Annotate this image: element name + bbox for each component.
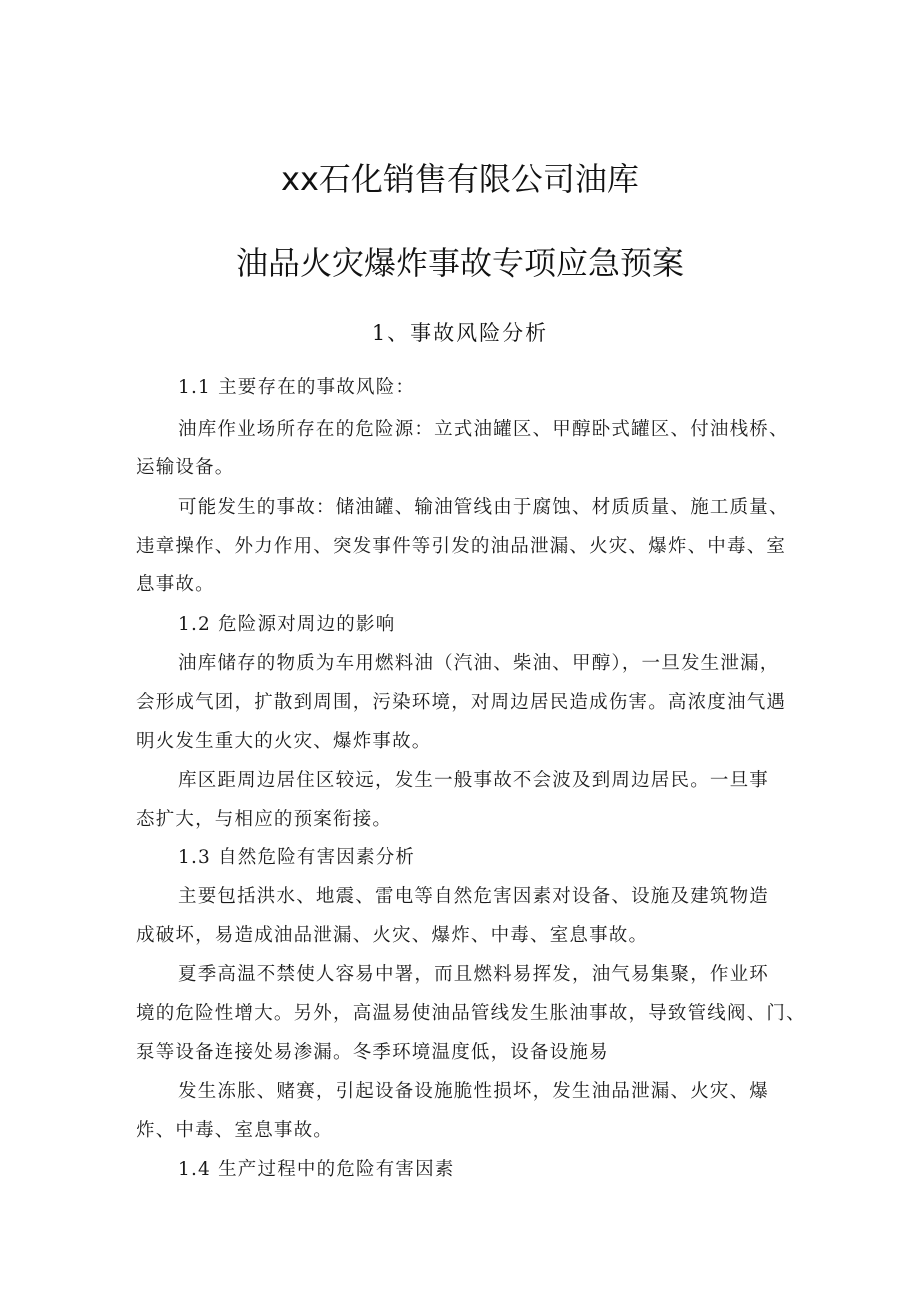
paragraph-line: 运输设备。 [136,457,235,478]
paragraph-line: 主要包括洪水、地震、雷电等自然危害因素对设备、设施及建筑物造 [178,886,770,907]
paragraph-line: 发生冻胀、赌赛，引起设备设施脆性损坏，发生油品泄漏、火灾、爆 [178,1081,770,1102]
paragraph-line: 态扩大，与相应的预案衔接。 [136,809,393,830]
paragraph-line: 油库作业场所存在的危险源：立式油罐区、甲醇卧式罐区、付油栈桥、 [178,419,789,440]
paragraph-line: 成破坏，易造成油品泄漏、火灾、爆炸、中毒、室息事故。 [136,925,649,946]
paragraph-line: 违章操作、外力作用、突发事件等引发的油品泄漏、火灾、爆炸、中毒、室 [136,536,787,557]
subsection-heading-1-1: 1.1 主要存在的事故风险： [178,377,416,398]
paragraph-line: 可能发生的事故：储油罐、输油管线由于腐蚀、材质质量、施工质量、 [178,497,789,518]
document-title-line-2: 油品火灾爆炸事故专项应急预案 [235,244,684,282]
paragraph-line: 明火发生重大的火灾、爆炸事故。 [136,731,432,752]
paragraph-line: 炸、中毒、室息事故。 [136,1120,334,1141]
paragraph-line: 泵等设备连接处易渗漏。冬季环境温度低，设备设施易 [136,1042,609,1063]
paragraph-line: 会形成气团，扩散到周围，污染环境，对周边居民造成伤害。高浓度油气遇 [136,692,787,713]
paragraph-line: 夏季高温不禁使人容易中署，而且燃料易挥发，油气易集聚，作业环 [178,964,770,985]
paragraph-line: 息事故。 [136,574,215,595]
paragraph-line: 油库储存的物质为车用燃料油（汽油、柴油、甲醇），一旦发生泄漏， [178,653,780,674]
document-title-line-1: xx石化销售有限公司油库 [281,160,639,198]
subsection-heading-1-4: 1.4 生产过程中的危险有害因素 [178,1159,455,1180]
section-heading-risk-analysis: 1、事故风险分析 [371,321,549,345]
subsection-heading-1-3: 1.3 自然危险有害因素分析 [178,847,416,868]
subsection-heading-1-2: 1.2 危险源对周边的影响 [178,614,396,635]
paragraph-line: 境的危险性增大。另外，高温易使油品管线发生胀油事故，导致管线阀、门、 [136,1003,806,1024]
paragraph-line: 库区距周边居住区较远，发生一般事故不会波及到周边居民。一旦事 [178,770,770,791]
